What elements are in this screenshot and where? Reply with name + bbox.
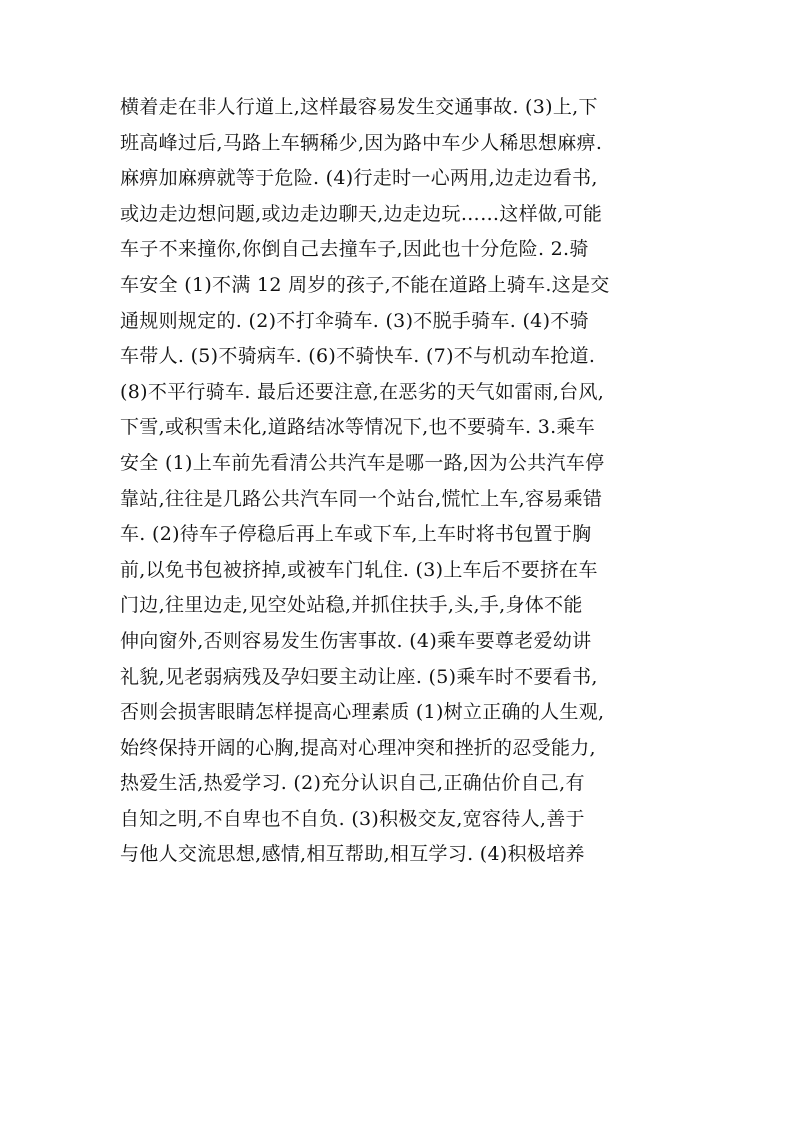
text-line: 车带人. (5)不骑病车. (6)不骑快车. (7)不与机动车抢道. [120,345,596,368]
text-line: 车子不来撞你,你倒自己去撞车子,因此也十分危险. 2.骑 [120,238,589,261]
text-line: 礼貌,见老弱病残及孕妇要主动让座. (5)乘车时不要看书, [120,665,598,688]
text-line: 热爱生活,热爱学习. (2)充分认识自己,正确估价自己,有 [120,772,585,795]
text-line: 车. (2)待车子停稳后再上车或下车,上车时将书包置于胸 [120,523,592,546]
text-line: 伸向窗外,否则容易发生伤害事故. (4)乘车要尊老爱幼讲 [120,629,592,652]
text-line: 麻痹加麻痹就等于危险. (4)行走时一心两用,边走边看书, [120,167,598,190]
text-line: 门边,往里边走,见空处站稳,并抓住扶手,头,手,身体不能 [120,594,583,617]
text-line: 车安全 (1)不满 12 周岁的孩子,不能在道路上骑车.这是交 [120,273,610,296]
text-line: (8)不平行骑车. 最后还要注意,在恶劣的天气如雷雨,台风, [120,380,605,403]
text-line: 班高峰过后,马路上车辆稀少,因为路中车少人稀思想麻痹. [120,131,603,154]
text-line: 前,以免书包被挤掉,或被车门轧住. (3)上车后不要挤在车 [120,558,598,581]
text-line: 通规则规定的. (2)不打伞骑车. (3)不脱手骑车. (4)不骑 [120,309,589,332]
text-line: 自知之明,不自卑也不自负. (3)积极交友,宽容待人,善于 [120,807,585,830]
text-line: 横着走在非人行道上,这样最容易发生交通事故. (3)上,下 [120,96,598,118]
body-text [120,90,680,873]
text-line: 否则会损害眼睛怎样提高心理素质 (1)树立正确的人生观, [120,701,605,724]
text-line: 与他人交流思想,感情,相互帮助,相互学习. (4)积极培养 [120,843,585,866]
text-line: 或边走边想问题,或边走边聊天,边走边玩……这样做,可能 [120,202,603,225]
text-line: 靠站,往往是几路公共汽车同一个站台,慌忙上车,容易乘错 [120,487,603,510]
text-line: 始终保持开阔的心胸,提高对心理冲突和挫折的忍受能力, [120,736,596,759]
text-line: 下雪,或积雪未化,道路结冰等情况下,也不要骑车. 3.乘车 [120,416,596,439]
text-line: 安全 (1)上车前先看清公共汽车是哪一路,因为公共汽车停 [120,451,605,474]
